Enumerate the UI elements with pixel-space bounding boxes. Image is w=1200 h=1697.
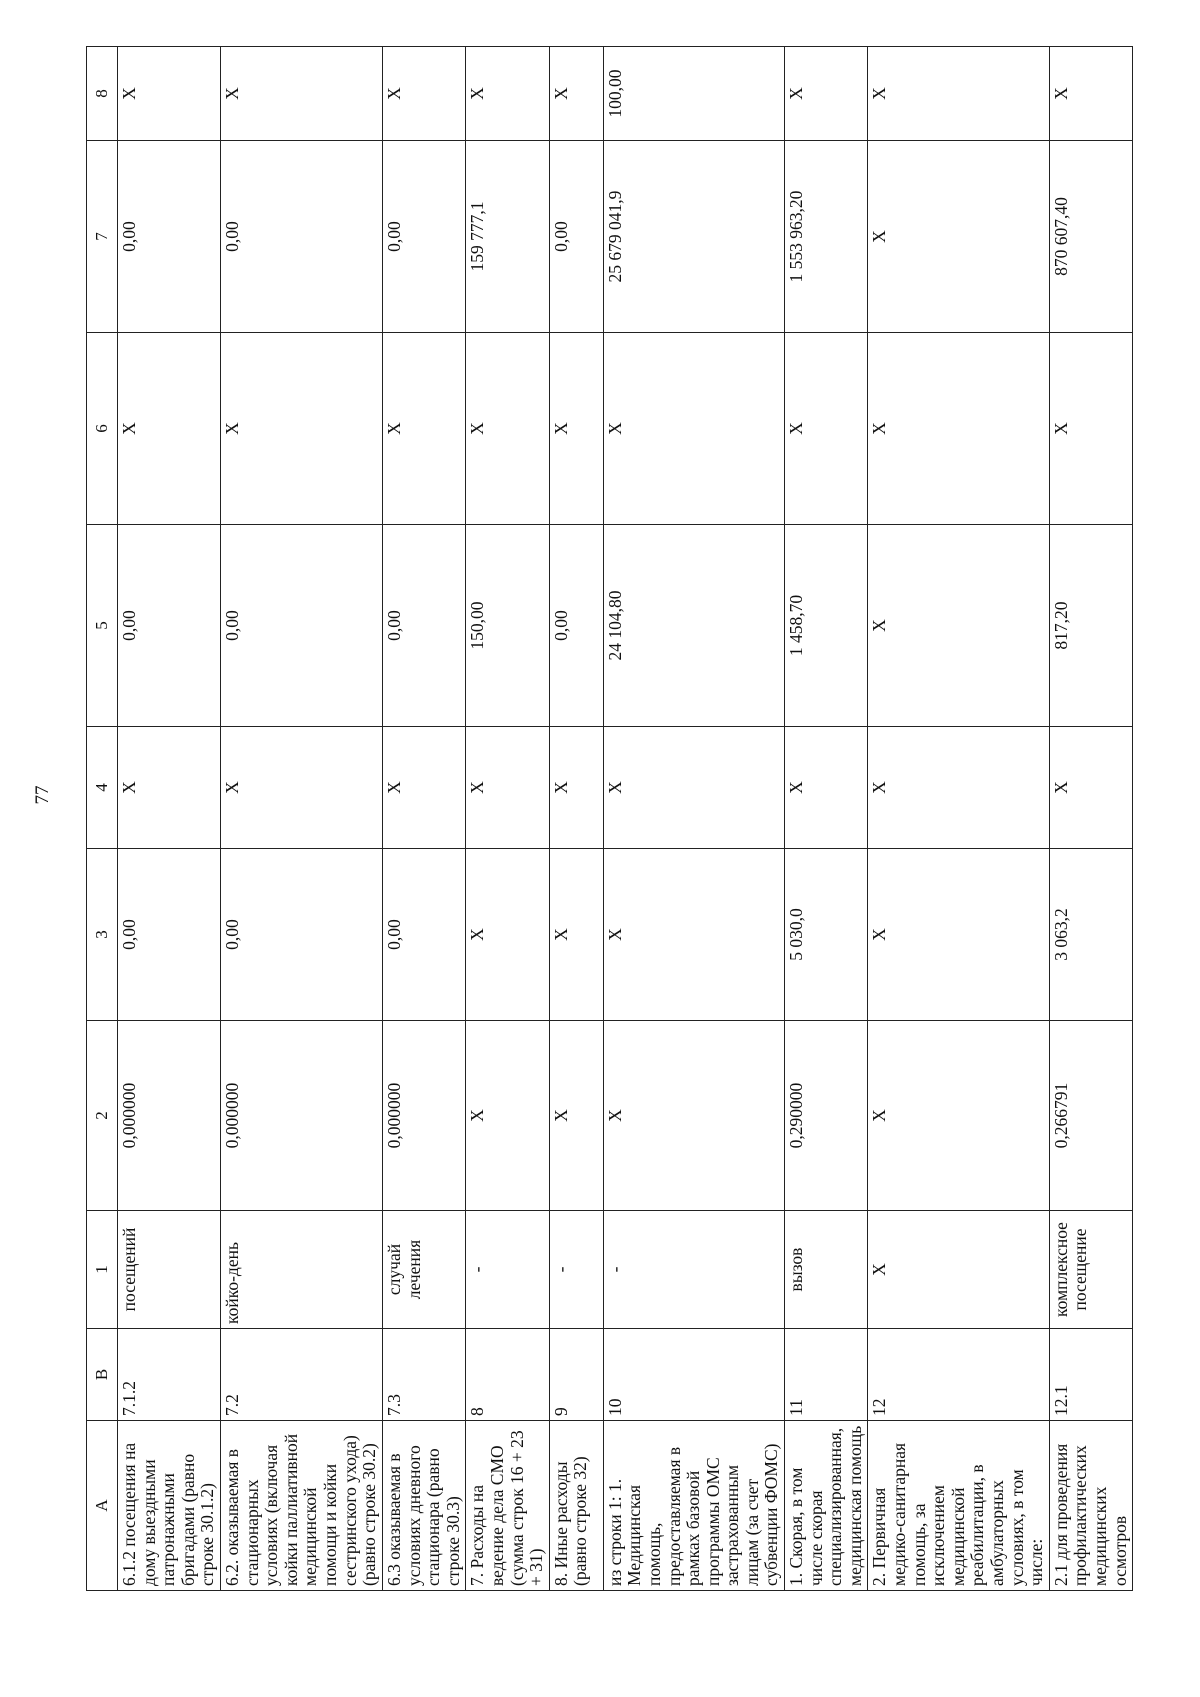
header-col-6: 6: [87, 333, 118, 525]
cell-col-3: X: [868, 849, 1049, 1021]
cell-col-7: 159 777,1: [466, 141, 549, 333]
cell-row-code: 12.1: [1049, 1329, 1132, 1421]
cell-name: 6.1.2 посещения на дому выездными патронажными бригадами (равно строке 30.1.2): [118, 1421, 221, 1591]
cell-col-4: X: [603, 727, 784, 849]
cell-col-4: X: [220, 727, 382, 849]
cell-col-5: 0,00: [382, 525, 465, 727]
cell-col-8: X: [382, 47, 465, 141]
cost-table: [86, 46, 1133, 1591]
cell-col-4: X: [868, 727, 1049, 849]
cell-col-5: X: [868, 525, 1049, 727]
cell-unit: -: [466, 1211, 549, 1329]
cell-col-4: X: [785, 727, 868, 849]
header-col-4: 4: [87, 727, 118, 849]
header-col-2: 2: [87, 1021, 118, 1211]
cell-unit: вызов: [785, 1211, 868, 1329]
table-rotated-wrapper: [86, 47, 1130, 1591]
cell-col-3: X: [466, 849, 549, 1021]
cell-unit: посещений: [118, 1211, 221, 1329]
cell-col-4: X: [382, 727, 465, 849]
cell-col-3: 3 063,2: [1049, 849, 1132, 1021]
cell-col-8: X: [466, 47, 549, 141]
cell-col-4: X: [466, 727, 549, 849]
table-row: [1049, 47, 1132, 1591]
cell-col-5: 817,20: [1049, 525, 1132, 727]
table-row: [603, 47, 784, 1591]
cell-name: 6.3 оказываемая в условиях дневного стационара (равно строке 30.3): [382, 1421, 465, 1591]
cell-col-2: 0,290000: [785, 1021, 868, 1211]
cell-col-3: 0,00: [220, 849, 382, 1021]
cell-col-5: 1 458,70: [785, 525, 868, 727]
cell-col-7: 870 607,40: [1049, 141, 1132, 333]
cell-unit: X: [868, 1211, 1049, 1329]
cell-col-6: X: [382, 333, 465, 525]
cell-col-6: X: [549, 333, 603, 525]
cell-col-5: 24 104,80: [603, 525, 784, 727]
cell-col-6: X: [1049, 333, 1132, 525]
cell-row-code: 7.2: [220, 1329, 382, 1421]
header-col-7: 7: [87, 141, 118, 333]
cell-col-6: X: [785, 333, 868, 525]
cell-col-8: X: [1049, 47, 1132, 141]
cell-col-8: 100,00: [603, 47, 784, 141]
cell-unit: -: [603, 1211, 784, 1329]
cell-col-8: X: [118, 47, 221, 141]
cell-col-6: X: [466, 333, 549, 525]
cell-col-2: X: [549, 1021, 603, 1211]
cell-unit: случай лечения: [382, 1211, 465, 1329]
cell-col-6: X: [220, 333, 382, 525]
cell-col-2: 0,000000: [220, 1021, 382, 1211]
cell-col-2: 0,000000: [118, 1021, 221, 1211]
cell-col-4: X: [118, 727, 221, 849]
cell-col-7: X: [868, 141, 1049, 333]
page-number: 77: [32, 785, 53, 805]
cell-col-7: 1 553 963,20: [785, 141, 868, 333]
cell-col-3: X: [549, 849, 603, 1021]
cell-col-3: 5 030,0: [785, 849, 868, 1021]
table-row: [118, 47, 221, 1591]
cell-col-7: 0,00: [549, 141, 603, 333]
cell-row-code: 11: [785, 1329, 868, 1421]
cell-col-3: X: [603, 849, 784, 1021]
cell-row-code: 10: [603, 1329, 784, 1421]
cell-col-2: X: [466, 1021, 549, 1211]
cell-name: 7. Расходы на ведение дела СМО (сумма строк 16 + 23 + 31): [466, 1421, 549, 1591]
cell-col-4: X: [1049, 727, 1132, 849]
cell-col-6: X: [603, 333, 784, 525]
cell-unit: -: [549, 1211, 603, 1329]
cell-col-5: 0,00: [220, 525, 382, 727]
table-row: [220, 47, 382, 1591]
cell-col-7: 0,00: [118, 141, 221, 333]
cell-col-2: X: [868, 1021, 1049, 1211]
cell-row-code: 7.1.2: [118, 1329, 221, 1421]
table-row: [549, 47, 603, 1591]
cell-name: 8. Иные расходы (равно строке 32): [549, 1421, 603, 1591]
header-col-3: 3: [87, 849, 118, 1021]
cell-col-6: X: [118, 333, 221, 525]
cell-name: 2. Первичная медико-санитарная помощь, за исключением медицинской реабилитации, в амбулаторных условиях, в том числе:: [868, 1421, 1049, 1591]
table-row: [868, 47, 1049, 1591]
cell-unit: койко-день: [220, 1211, 382, 1329]
cell-name: 1. Скорая, в том числе скорая специализированная, медицинская помощь: [785, 1421, 868, 1591]
cell-name: 6.2. оказываемая в стационарных условиях (включая койки паллиативной медицинской помощи и койки сестринского ухода) (равно строке 30.2): [220, 1421, 382, 1591]
table-row: [382, 47, 465, 1591]
cell-row-code: 8: [466, 1329, 549, 1421]
cell-col-2: 0,000000: [382, 1021, 465, 1211]
table-row: [785, 47, 868, 1591]
header-col-8: 8: [87, 47, 118, 141]
cell-unit: комплексное посещение: [1049, 1211, 1132, 1329]
cell-col-6: X: [868, 333, 1049, 525]
cell-row-code: 9: [549, 1329, 603, 1421]
cell-col-7: 0,00: [220, 141, 382, 333]
cell-name: 2.1 для проведения профилактических медицинских осмотров: [1049, 1421, 1132, 1591]
cell-col-2: X: [603, 1021, 784, 1211]
cell-col-8: X: [549, 47, 603, 141]
cell-col-5: 150,00: [466, 525, 549, 727]
cell-name: из строки 1: 1. Медицинская помощь, предоставляемая в рамках базовой программы ОМС застрахованным лицам (за счет субвенции ФОМС): [603, 1421, 784, 1591]
table-header-row: [87, 47, 118, 1591]
header-col-b: B: [87, 1329, 118, 1421]
cell-row-code: 7.3: [382, 1329, 465, 1421]
header-col-1: 1: [87, 1211, 118, 1329]
cell-row-code: 12: [868, 1329, 1049, 1421]
cell-col-3: 0,00: [382, 849, 465, 1021]
cell-col-8: X: [868, 47, 1049, 141]
cell-col-8: X: [220, 47, 382, 141]
cell-col-2: 0,266791: [1049, 1021, 1132, 1211]
cell-col-5: 0,00: [118, 525, 221, 727]
cell-col-3: 0,00: [118, 849, 221, 1021]
header-col-a: A: [87, 1421, 118, 1591]
cell-col-7: 25 679 041,9: [603, 141, 784, 333]
header-col-5: 5: [87, 525, 118, 727]
table-row: [466, 47, 549, 1591]
cell-col-8: X: [785, 47, 868, 141]
cell-col-5: 0,00: [549, 525, 603, 727]
cell-col-7: 0,00: [382, 141, 465, 333]
cell-col-4: X: [549, 727, 603, 849]
